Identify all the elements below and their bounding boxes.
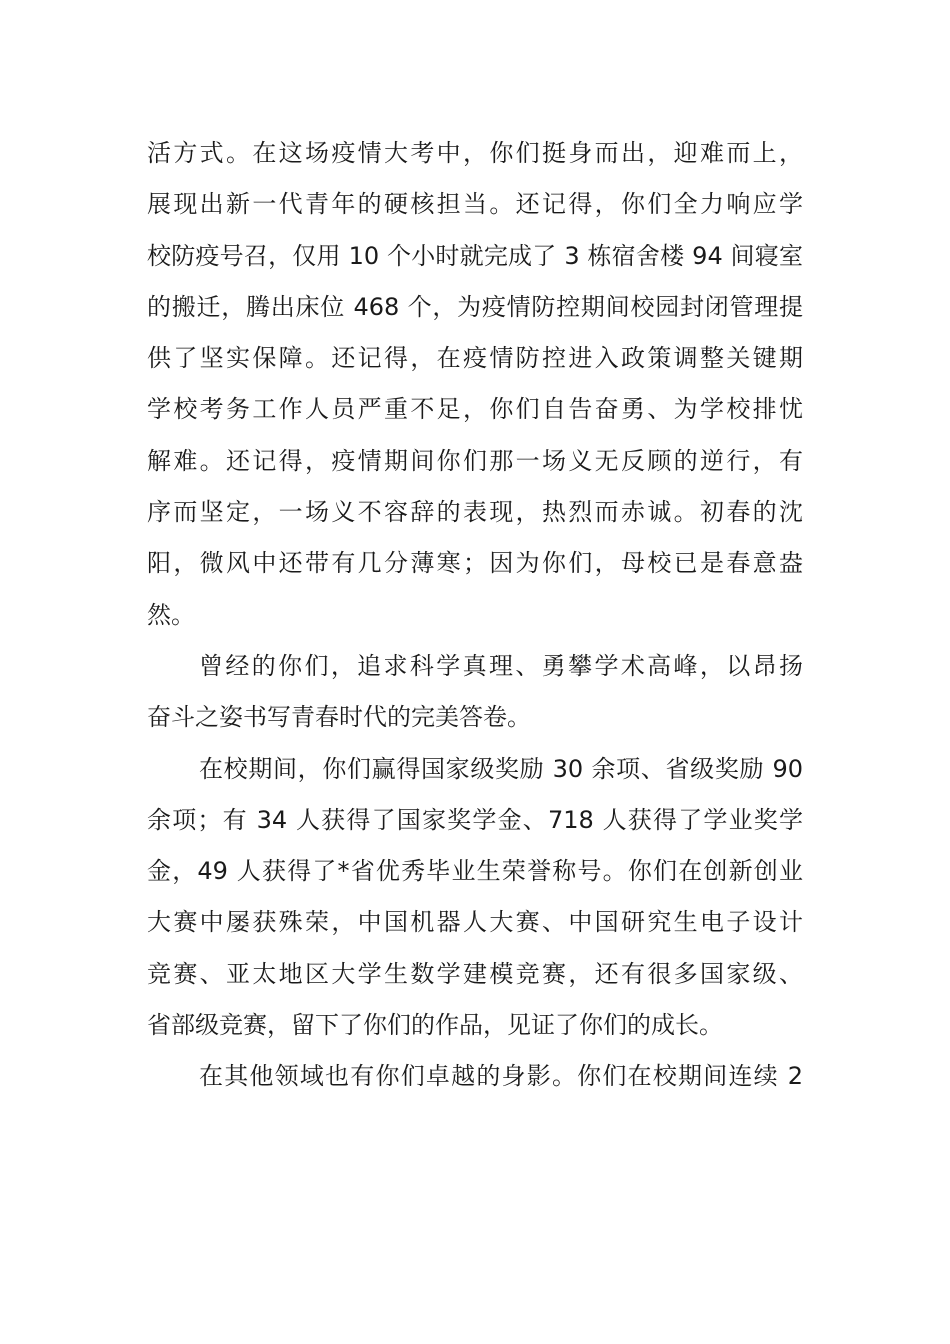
paragraph [147,128,803,641]
text-line: 曾经的你们，追求科学真理、勇攀学术高峰，以昂扬 [199,651,803,680]
text-line: 在其他领域也有你们卓越的身影。你们在校期间连续 2 [199,1062,803,1091]
text-line: 在校期间，你们赢得国家级奖励 30 余项、省级奖励 90 [199,754,803,783]
text-line: 然。 [147,600,195,629]
text-line: 省部级竞赛，留下了你们的作品，见证了你们的成长。 [147,1011,723,1040]
text-line: 奋斗之姿书写青春时代的完美答卷。 [147,703,531,732]
text-line: 活方式。在这场疫情大考中，你们挺身而出，迎难而上， [147,139,803,167]
paragraph [147,641,803,744]
paragraph [147,744,803,1052]
text-line: 大赛中屡获殊荣，中国机器人大赛、中国研究生电子设计 [147,908,803,937]
text-line: 金，49 人获得了*省优秀毕业生荣誉称号。你们在创新创业 [147,857,803,886]
text-line: 展现出新一代青年的硬核担当。还记得，你们全力响应学 [147,190,803,219]
text-line: 校防疫号召，仅用 10 个小时就完成了 3 栋宿舍楼 94 间寝室 [147,241,803,270]
text-line: 的搬迁，腾出床位 468 个，为疫情防控期间校园封闭管理提 [147,292,803,321]
text-line: 余项；有 34 人获得了国家奖学金、718 人获得了学业奖学 [147,805,803,834]
text-line: 解难。还记得，疫情期间你们那一场义无反顾的逆行，有 [147,446,803,475]
document-body [147,128,803,1103]
text-line: 竞赛、亚太地区大学生数学建模竞赛，还有很多国家级、 [147,959,803,988]
text-line: 供了坚实保障。还记得，在疫情防控进入政策调整关键期 [147,344,803,373]
paragraph [147,1051,803,1102]
text-line: 学校考务工作人员严重不足，你们自告奋勇、为学校排忧 [147,395,803,424]
text-line: 阳，微风中还带有几分薄寒；因为你们，母校已是春意盎 [147,549,803,578]
text-line: 序而坚定，一场义不容辞的表现，热烈而赤诚。初春的沈 [147,498,803,527]
